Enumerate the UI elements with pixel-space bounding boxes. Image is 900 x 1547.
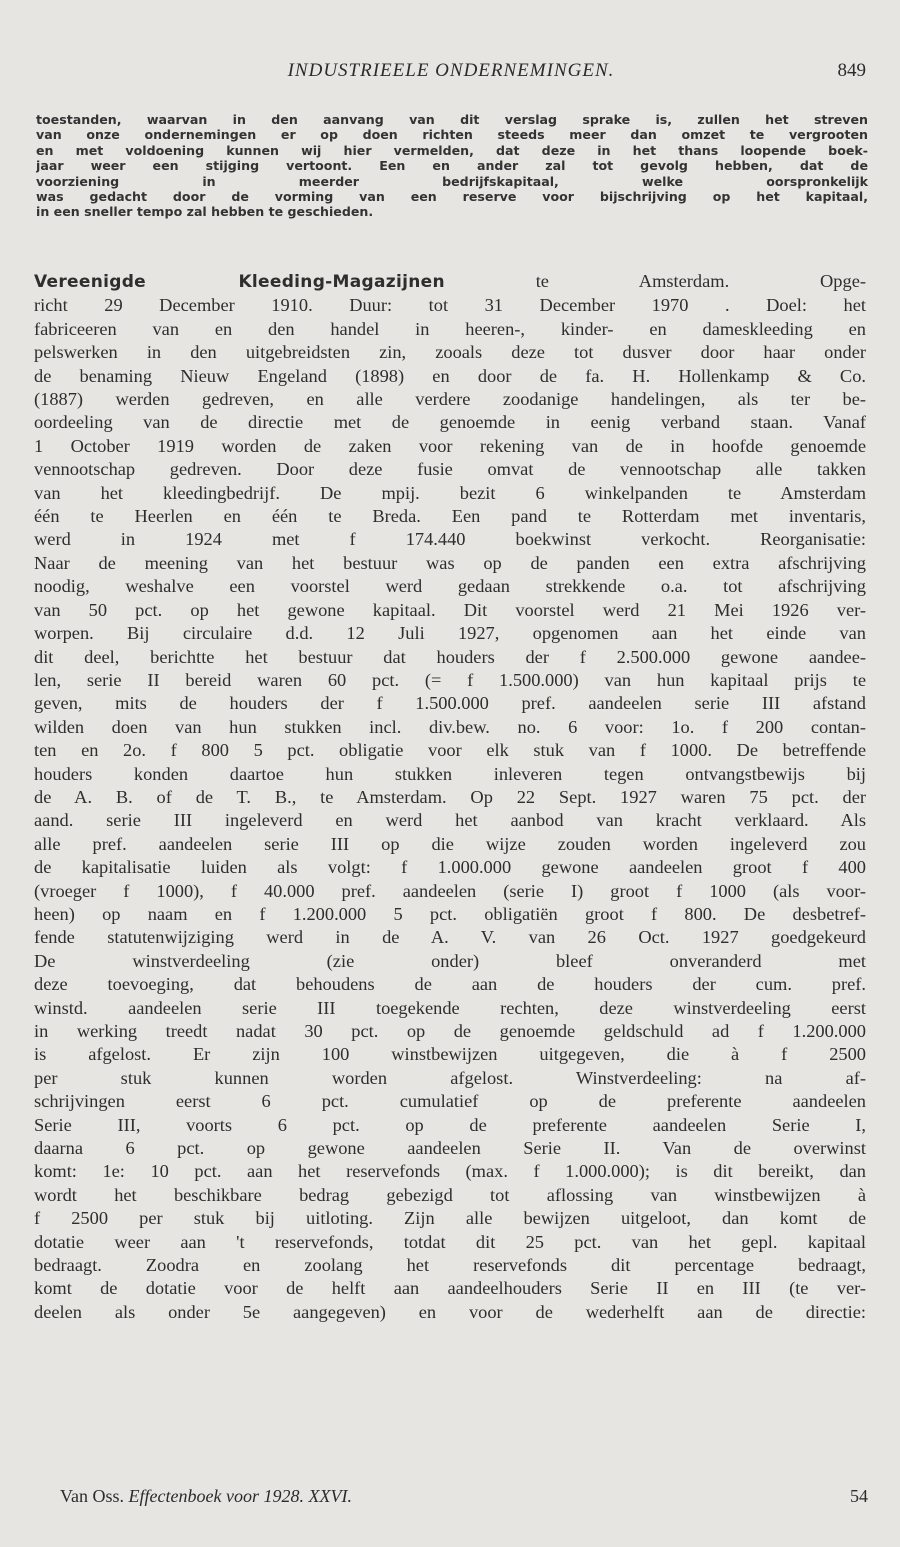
footer-source [60, 1486, 352, 1507]
article-line: dit deel, berichtte het bestuur dat houders der f 2.500.000 gewone aandee- [34, 646, 866, 667]
article-line: daarna 6 pct. op gewone aandeelen Serie II. Van de overwinst [34, 1138, 866, 1159]
article-line: worpen. Bij circulaire d.d. 12 Juli 1927, opgenomen aan het einde van [34, 623, 866, 644]
article-line: alle pref. aandeelen serie III op die wijze zouden worden ingeleverd zou [34, 833, 866, 854]
intro-line: jaar weer een stijging vertoont. Een en ander zal tot gevolg hebben, dat de [36, 158, 868, 174]
article-line: Naar de meening van het bestuur was op de panden een extra afschrijving [34, 552, 866, 573]
running-head [36, 60, 866, 88]
article-line: schrijvingen eerst 6 pct. cumulatief op de preferente aandeelen [34, 1091, 866, 1112]
article-line: de A. B. of de T. B., te Amsterdam. Op 22 Sept. 1927 waren 75 pct. der [34, 786, 866, 807]
article-line: ten en 2o. f 800 5 pct. obligatie voor elk stuk van f 1000. De betreffende [34, 740, 866, 761]
article-line: noodig, weshalve een voorstel werd gedaan strekkende o.a. tot afschrijving [34, 576, 866, 597]
article-line: per stuk kunnen worden afgelost. Winstverdeeling: na af- [34, 1067, 866, 1088]
article-line: geven, mits de houders der f 1.500.000 pref. aandeelen serie III afstand [34, 693, 866, 714]
article-line: de kapitalisatie luiden als volgt: f 1.000.000 gewone aandeelen groot f 400 [34, 857, 866, 878]
article-lines [34, 294, 866, 1324]
article-line: (vroeger f 1000), f 40.000 pref. aandeelen (serie I) groot f 1000 (als voor- [34, 880, 866, 901]
article-line: is afgelost. Er zijn 100 winstbewijzen uitgegeven, die à f 2500 [34, 1044, 866, 1065]
intro-line: was gedacht door de vorming van een reserve voor bijschrijving op het kapitaal, [36, 189, 868, 205]
article-body [34, 270, 866, 1324]
article-first-line [34, 270, 866, 294]
article-line: komt: 1e: 10 pct. aan het reservefonds (max. f 1.000.000); is dit bereikt, dan [34, 1161, 866, 1182]
article-line: 1 October 1919 worden de zaken voor rekening van de in hoofde genoemde [34, 435, 866, 456]
article-line: winstd. aandeelen serie III toegekende rechten, deze winstverdeeling eerst [34, 997, 866, 1018]
article-line: van 50 pct. op het gewone kapitaal. Dit voorstel werd 21 Mei 1926 ver- [34, 599, 866, 620]
article-line: wordt het beschikbare bedrag gebezigd tot aflossing van winstbewijzen à [34, 1184, 866, 1205]
intro-paragraph [36, 112, 868, 220]
article-line: één te Heerlen en één te Breda. Een pand te Rotterdam met inventaris, [34, 506, 866, 527]
article-line: f 2500 per stuk bij uitloting. Zijn alle bewijzen uitgeloot, dan komt de [34, 1208, 866, 1229]
article-line: Serie III, voorts 6 pct. op de preferente aandeelen Serie I, [34, 1114, 866, 1135]
article-line: pelswerken in den uitgebreidsten zin, zooals deze tot dusver door haar onder [34, 342, 866, 363]
company-name-heading: Vereenigde Kleeding-Magazijnen [34, 272, 445, 292]
footer-source-prefix: Van Oss. [60, 1486, 125, 1506]
intro-line: in een sneller tempo zal hebben te geschieden. [36, 204, 374, 220]
running-head-title: INDUSTRIEELE ONDERNEMINGEN. [287, 60, 615, 81]
article-line: oordeeling van de directie met de genoemde in eenig verband staan. Vanaf [34, 412, 866, 433]
intro-line: voorziening in meerder bedrijfskapitaal, welke oorspronkelijk [36, 173, 868, 189]
article-line: aand. serie III ingeleverd en werd het aanbod van kracht verklaard. Als [34, 810, 866, 831]
article-line: fende statutenwijziging werd in de A. V. van 26 Oct. 1927 goedgekeurd [34, 927, 866, 948]
article-line: De winstverdeeling (zie onder) bleef onveranderd met [34, 950, 866, 971]
article-line: wilden doen van hun stukken incl. div.bew. no. 6 voor: 1o. f 200 contan- [34, 716, 866, 737]
article-line: deelen als onder 5e aangegeven) en voor de wederhelft aan de directie: [34, 1301, 866, 1322]
footer-volume: XXVI. [308, 1486, 352, 1506]
footer-sheet-number: 54 [850, 1486, 868, 1506]
page-number: 849 [837, 60, 866, 81]
page-footer [60, 1486, 868, 1512]
article-line: dotatie weer aan 't reservefonds, totdat dit 25 pct. van het gepl. kapitaal [34, 1231, 866, 1252]
article-line: fabriceeren van en den handel in heeren-, kinder- en dameskleeding en [34, 318, 866, 339]
article-line: len, serie II bereid waren 60 pct. (= f 1.500.000) van hun kapitaal prijs te [34, 669, 866, 690]
article-line: van het kleedingbedrijf. De mpij. bezit 6 winkelpanden te Amsterdam [34, 482, 866, 503]
article-line: in werking treedt nadat 30 pct. op de genoemde geldschuld ad f 1.200.000 [34, 1021, 866, 1041]
article-line: richt 29 December 1910. Duur: tot 31 December 1970 . Doel: het [34, 295, 866, 316]
article-line: bedraagt. Zoodra en zoolang het reservefonds dit percentage bedraagt, [34, 1255, 866, 1276]
intro-line: toestanden, waarvan in den aanvang van dit verslag sprake is, zullen het streven [36, 112, 868, 127]
article-line: werd in 1924 met f 174.440 boekwinst verkocht. Reorganisatie: [34, 529, 866, 550]
article-line: houders konden daartoe hun stukken inleveren tegen ontvangstbewijs bij [34, 763, 866, 784]
article-line: de benaming Nieuw Engeland (1898) en door de fa. H. Hollenkamp & Co. [34, 365, 866, 386]
footer-source-title: Effectenboek voor 1928. [128, 1486, 304, 1506]
article-first-line-text: te Amsterdam. Opge- [444, 271, 866, 291]
article-line: heen) op naam en f 1.200.000 5 pct. obligatiën groot f 800. De desbetref- [34, 903, 866, 924]
article-line: deze toevoeging, dat behoudens de aan de houders der cum. pref. [34, 974, 866, 995]
article-line: komt de dotatie voor de helft aan aandeelhouders Serie II en III (te ver- [34, 1278, 866, 1299]
intro-line: van onze ondernemingen er op doen richten steeds meer dan omzet te vergrooten [36, 127, 868, 143]
article-line: vennootschap gedreven. Door deze fusie omvat de vennootschap alle takken [34, 459, 866, 480]
article-line: (1887) werden gedreven, en alle verdere zoodanige handelingen, als ter be- [34, 389, 866, 410]
intro-line: en met voldoening kunnen wij hier vermelden, dat deze in het thans loopende boek- [36, 142, 868, 158]
